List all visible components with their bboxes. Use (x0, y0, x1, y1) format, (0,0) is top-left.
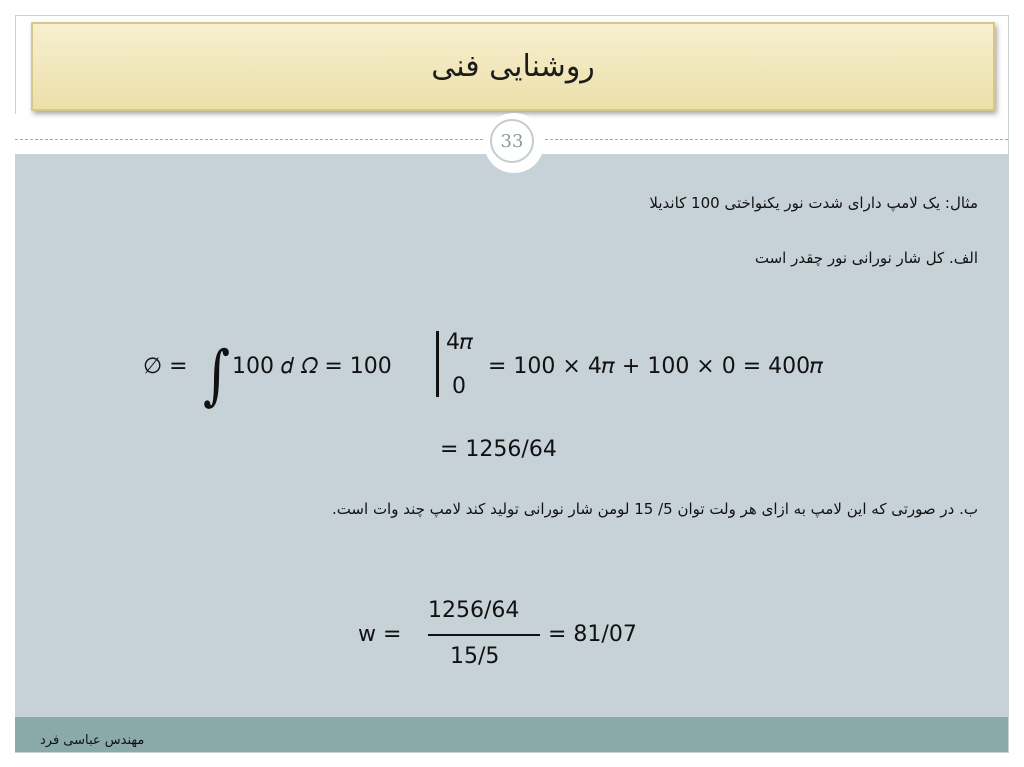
eq3-lhs: w = (358, 622, 402, 647)
eq3-denominator: 15/5 (450, 644, 500, 669)
example-line: مثال: یک لامپ دارای شدت نور یکنواختی 100 کاندیلا (649, 194, 978, 212)
eq1-integrand: 100 𝑑 𝛺 = 100 (232, 354, 392, 379)
eq1-lower-limit: 0 (452, 374, 466, 399)
eq1-rhs: = 100 × 4𝜋 + 100 × 0 = 400𝜋 (488, 354, 824, 379)
eq2: = 1256/64 (440, 437, 557, 462)
question-b-line: ب. در صورتی که این لامپ به ازای هر ولت توان 5/ 15 لومن شار نورانی تولید کند لامپ چند وات است. (331, 500, 978, 518)
question-a-line: الف. کل شار نورانی نور چقدر است (754, 249, 978, 267)
content-area (15, 154, 1008, 717)
eq3-rhs: = 81/07 (548, 622, 637, 647)
footer-author: مهندس عباسی فرد (40, 733, 145, 748)
eq3-numerator: 1256/64 (428, 598, 520, 623)
evaluation-bar (436, 331, 439, 397)
fraction-line (428, 634, 540, 636)
page-number: 33 (490, 119, 534, 163)
eq1-lhs: ∅ = (143, 354, 188, 379)
eq1-upper-limit: 4𝜋 (446, 330, 474, 355)
title-box (31, 22, 995, 111)
slide-title: روشنایی فنی (431, 49, 595, 84)
integral-sign: ∫ (203, 338, 231, 413)
footer-band (15, 717, 1008, 752)
